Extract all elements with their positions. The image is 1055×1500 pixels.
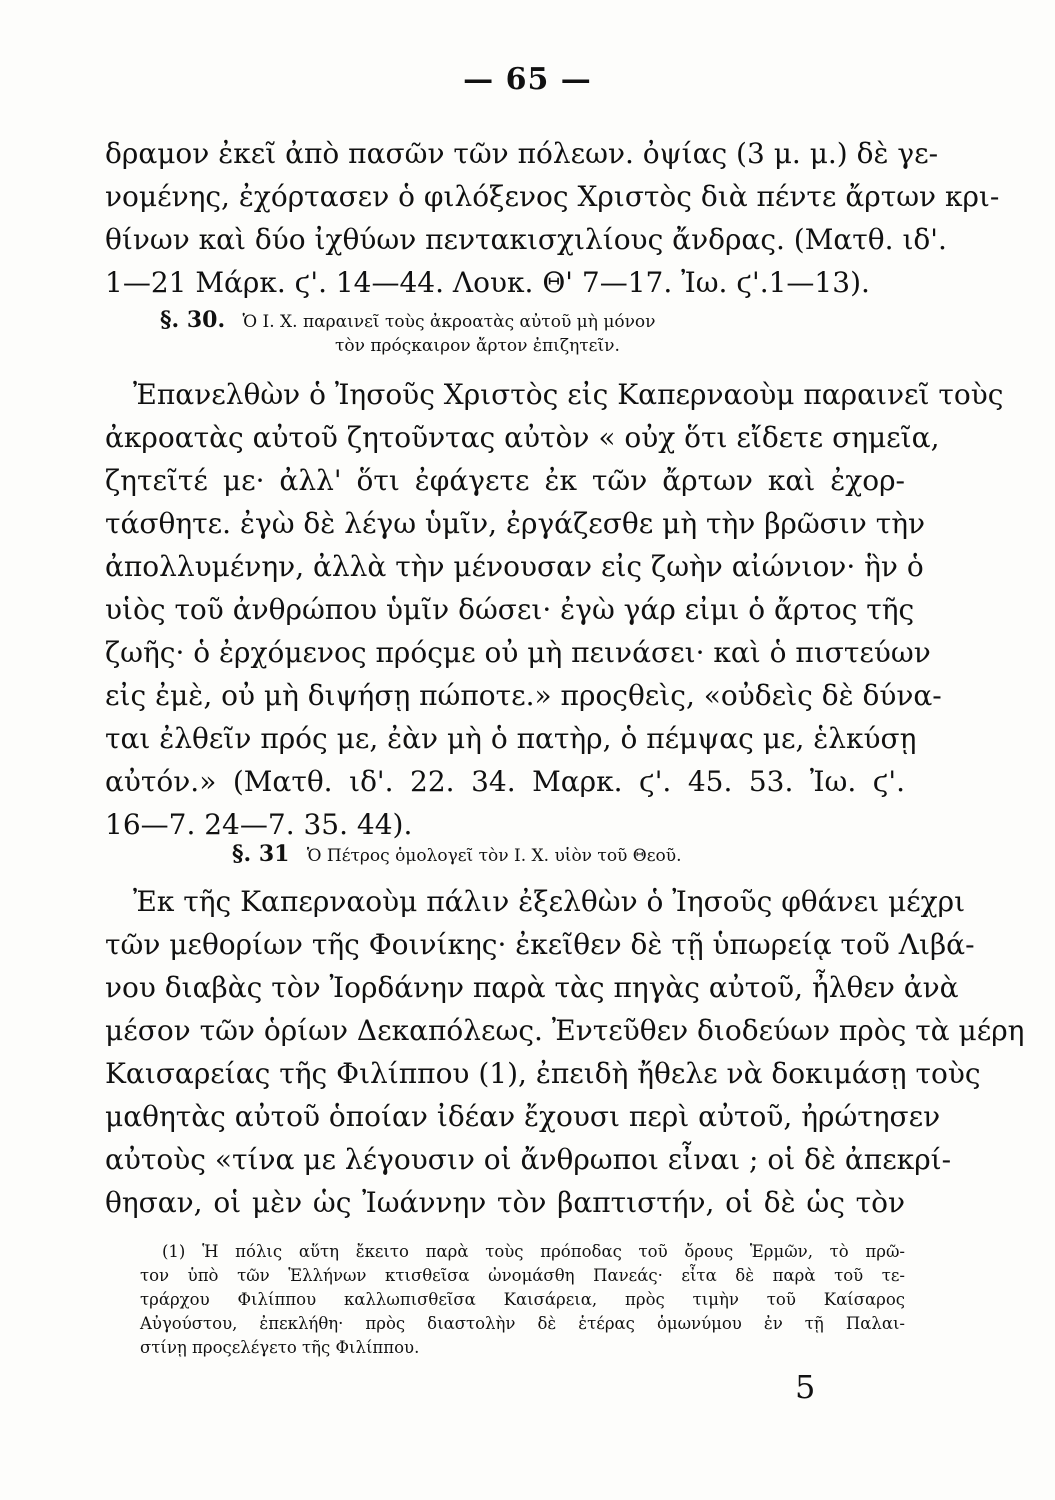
text-line: Ἐκ τῆς Καπερναοὺμ πάλιν ἐξελθὼν ὁ Ἰησοῦς φθάνει μέχρι	[133, 885, 966, 918]
text-line: Καισαρείας τῆς Φιλίππου (1), ἐπειδὴ ἤθελε νὰ δοκιμάσῃ τοὺς	[105, 1057, 981, 1090]
text-line: θησαν, οἱ μὲν ὡς Ἰωάννην τὸν βαπτιστήν, οἱ δὲ ὡς τὸν	[105, 1186, 905, 1219]
text-line: ζωῆς· ὁ ἐρχόμενος πρόςμε οὐ μὴ πεινάσει· καὶ ὁ πιστεύων	[105, 636, 931, 669]
text-line: αὐτοὺς «τίνα με λέγουσιν οἱ ἄνθρωποι εἶναι ; οἱ δὲ ἀπεκρί-	[105, 1143, 952, 1176]
text-line: νου διαβὰς τὸν Ἰορδάνην παρὰ τὰς πηγὰς αὐτοῦ, ἦλθεν ἀνὰ	[105, 971, 959, 1004]
text-line: ται ἐλθεῖν πρός με, ἐὰν μὴ ὁ πατὴρ, ὁ πέμψας με, ἑλκύσῃ	[105, 722, 917, 755]
section-31-paragraph	[105, 880, 1025, 1224]
section-30-number: §. 30.	[160, 307, 226, 333]
section-30-paragraph	[105, 373, 1004, 846]
footnote-line: τράρχου Φιλίππου καλλωπισθεῖσα Καισάρεια, πρὸς τιμὴν τοῦ Καίσαρος	[140, 1290, 905, 1309]
footnote-line: (1) Ἡ πόλις αὕτη ἔκειτο παρὰ τοὺς πρόποδας τοῦ ὄρους Ἑρμῶν, τὸ πρῶ-	[162, 1242, 905, 1261]
text-line: μαθητὰς αὐτοῦ ὁποίαν ἰδέαν ἔχουσι περὶ αὐτοῦ, ἠρώτησεν	[105, 1100, 941, 1133]
text-line: τάσθητε. ἐγὼ δὲ λέγω ὑμῖν, ἐργάζεσθε μὴ τὴν βρῶσιν τὴν	[105, 507, 925, 540]
section-31-heading	[232, 842, 832, 868]
text-line: 16—7. 24—7. 35. 44).	[105, 808, 413, 841]
footnote-line: Αὐγούστου, ἐπεκλήθη· πρὸς διαστολὴν δὲ ἑτέρας ὁμωνύμου ἐν τῇ Παλαι-	[140, 1314, 905, 1333]
text-line: ἀπολλυμένην, ἀλλὰ τὴν μένουσαν εἰς ζωὴν αἰώνιον· ἣν ὁ	[105, 550, 924, 583]
text-line: ἀκροατὰς αὐτοῦ ζητοῦντας αὐτὸν « οὐχ ὅτι εἴδετε σημεῖα,	[105, 421, 940, 454]
signature-mark: 5	[795, 1368, 816, 1406]
footnote-line: στίνῃ προςελέγετο τῆς Φιλίππου.	[140, 1338, 420, 1357]
text-line: 1—21 Μάρκ. ϛ'. 14—44. Λουκ. Θ' 7—17. Ἰω. ϛ'.1—13).	[105, 266, 870, 299]
text-line: εἰς ἐμὲ, οὐ μὴ διψήσῃ πώποτε.» προςθεὶς, «οὐδεὶς δὲ δύνα-	[105, 679, 942, 712]
text-line: ζητεῖτέ με· ἀλλ' ὅτι ἐφάγετε ἐκ τῶν ἄρτων καὶ ἐχορ-	[105, 464, 905, 497]
text-line: θίνων καὶ δύο ἰχθύων πεντακισχιλίους ἄνδρας. (Ματθ. ιδ'.	[105, 223, 947, 256]
section-31-number: §. 31	[232, 841, 290, 867]
section-30-heading	[160, 308, 880, 358]
section-30-title-line2: τὸν πρόςκαιρον ἄρτον ἐπιζητεῖν.	[335, 336, 620, 356]
text-line: μέσον τῶν ὁρίων Δεκαπόλεως. Ἐντεῦθεν διοδεύων πρὸς τὰ μέρη	[105, 1014, 1025, 1047]
section-30-title-line1: Ὁ Ι. Χ. παραινεῖ τοὺς ἀκροατὰς αὐτοῦ μὴ μόνον	[242, 312, 656, 332]
text-line: υἱὸς τοῦ ἀνθρώπου ὑμῖν δώσει· ἐγὼ γάρ εἰμι ὁ ἄρτος τῆς	[105, 593, 915, 626]
text-line: νομένης, ἐχόρτασεν ὁ φιλόξενος Χριστὸς διὰ πέντε ἄρτων κρι-	[105, 180, 1000, 213]
footnote	[140, 1240, 905, 1360]
top-paragraph	[105, 132, 1000, 304]
text-line: αὐτόν.» (Ματθ. ιδ'. 22. 34. Μαρκ. ϛ'. 45. 53. Ἰω. ϛ'.	[105, 765, 905, 798]
text-line: Ἐπανελθὼν ὁ Ἰησοῦς Χριστὸς εἰς Καπερναοὺμ παραινεῖ τοὺς	[133, 378, 1004, 411]
section-31-title: Ὁ Πέτρος ὁμολογεῖ τὸν Ι. Χ. υἱὸν τοῦ Θεοῦ.	[306, 846, 682, 866]
text-line: δραμον ἐκεῖ ἀπὸ πασῶν τῶν πόλεων. ὀψίας (3 μ. μ.) δὲ γε-	[105, 137, 939, 170]
page-number: — 65 —	[463, 62, 592, 97]
footnote-line: τον ὑπὸ τῶν Ἑλλήνων κτισθεῖσα ὠνομάσθη Πανεάς· εἶτα δὲ παρὰ τοῦ τε-	[140, 1266, 905, 1285]
text-line: τῶν μεθορίων τῆς Φοινίκης· ἐκεῖθεν δὲ τῇ ὑπωρείᾳ τοῦ Λιβά-	[105, 928, 975, 961]
